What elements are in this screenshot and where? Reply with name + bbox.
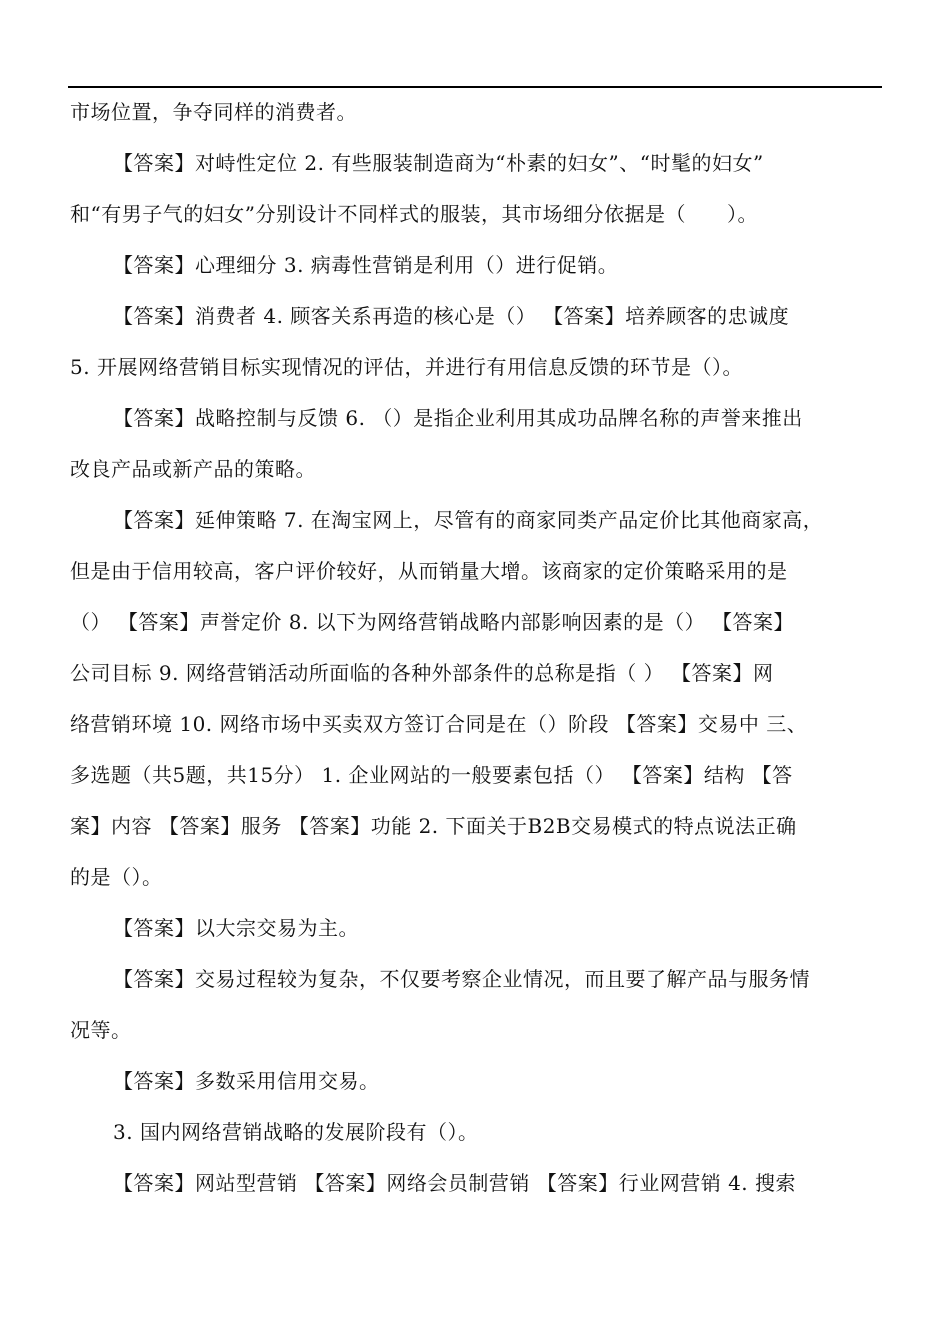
text-line: 【答案】消费者 4. 顾客关系再造的核心是（） 【答案】培养顾客的忠诚度: [113, 304, 790, 328]
text-line: 【答案】延伸策略 7. 在淘宝网上，尽管有的商家同类产品定价比其他商家高，: [113, 508, 824, 532]
text-line: 多选题（共5题，共15分） 1. 企业网站的一般要素包括（） 【答案】结构 【答: [70, 763, 793, 787]
text-line: 和“有男子气的妇女”分别设计不同样式的服装，其市场细分依据是（ ）。: [70, 202, 758, 226]
text-line: 改良产品或新产品的策略。: [70, 457, 316, 481]
text-line: 【答案】以大宗交易为主。: [113, 916, 359, 940]
text-line: 络营销环境 10. 网络市场中买卖双方签订合同是在（）阶段 【答案】交易中 三、: [70, 712, 808, 736]
text-line: 【答案】心理细分 3. 病毒性营销是利用（）进行促销。: [113, 253, 619, 277]
text-line: 【答案】对峙性定位 2. 有些服装制造商为“朴素的妇女”、“时髦的妇女”: [113, 151, 764, 175]
text-line: 3. 国内网络营销战略的发展阶段有（）。: [113, 1120, 479, 1144]
text-line: 5. 开展网络营销目标实现情况的评估，并进行有用信息反馈的环节是（）。: [70, 355, 743, 379]
text-line: 【答案】战略控制与反馈 6. （）是指企业利用其成功品牌名称的声誉来推出: [113, 406, 803, 430]
text-line: 况等。: [70, 1018, 132, 1042]
text-line: 【答案】网站型营销 【答案】网络会员制营销 【答案】行业网营销 4. 搜索: [113, 1171, 797, 1195]
text-line: 【答案】交易过程较为复杂，不仅要考察企业情况，而且要了解产品与服务情: [113, 967, 810, 991]
text-line: 【答案】多数采用信用交易。: [113, 1069, 380, 1093]
text-line: （） 【答案】声誉定价 8. 以下为网络营销战略内部影响因素的是（） 【答案】: [70, 610, 795, 634]
text-line: 市场位置，争夺同样的消费者。: [70, 100, 357, 124]
text-line: 公司目标 9. 网络营销活动所面临的各种外部条件的总称是指（ ） 【答案】网: [70, 661, 774, 685]
text-line: 但是由于信用较高，客户评价较好，从而销量大增。该商家的定价策略采用的是: [70, 559, 788, 583]
text-line: 的是（）。: [70, 865, 163, 889]
text-line: 案】内容 【答案】服务 【答案】功能 2. 下面关于B2B交易模式的特点说法正确: [70, 814, 797, 838]
